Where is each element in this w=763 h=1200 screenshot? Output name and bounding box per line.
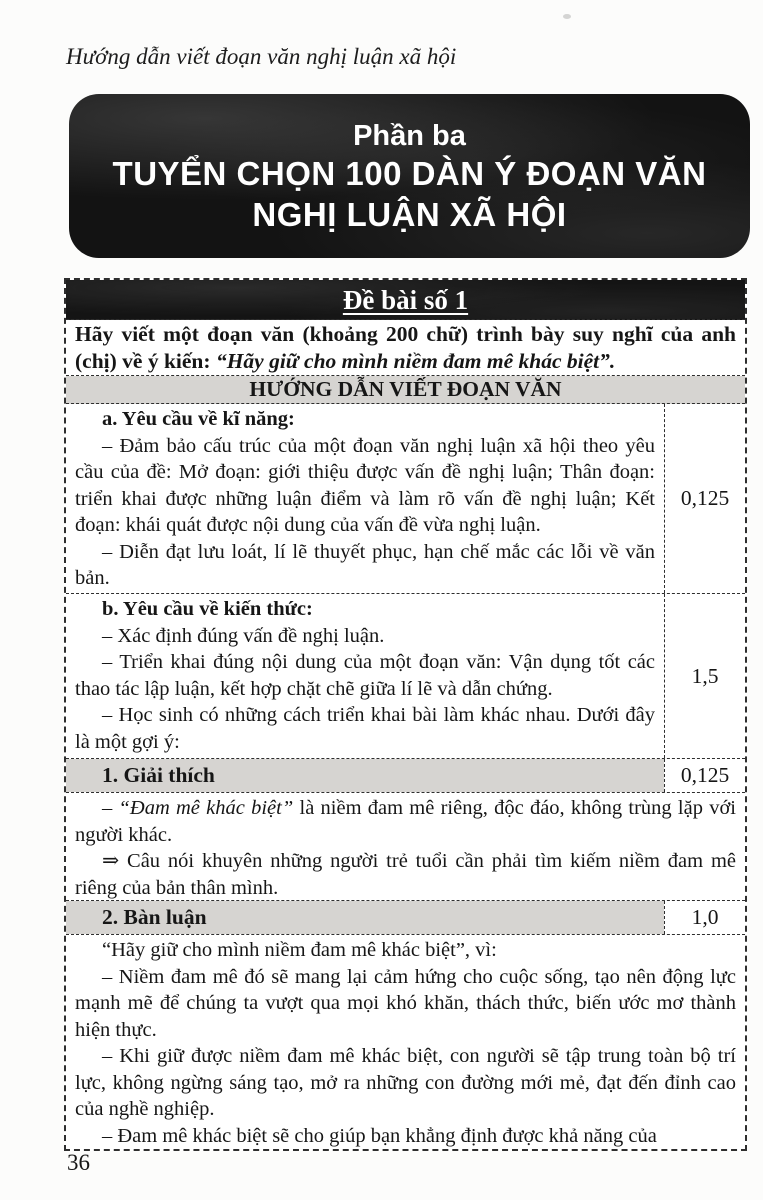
section-a-content — [66, 404, 664, 593]
part-2-heading-row — [66, 901, 745, 935]
guide-header-bar — [66, 376, 745, 404]
prompt-quote: “Hãy giữ cho mình niềm đam mê khác biệt”. — [215, 349, 616, 373]
exam-table — [64, 278, 747, 1151]
guide-header: HƯỚNG DẪN VIẾT ĐOẠN VĂN — [249, 377, 562, 401]
part-1-content — [66, 793, 745, 901]
part-1-heading: 1. Giải thích — [66, 759, 664, 792]
scan-artifact-dot — [563, 14, 571, 19]
banner-title-line1: TUYỂN CHỌN 100 DÀN Ý ĐOẠN VĂN — [112, 155, 707, 192]
part-2-score: 1,0 — [664, 901, 745, 934]
section-b-row — [66, 594, 745, 759]
section-b-content — [66, 594, 664, 758]
part-2-paragraph-3: – Khi giữ được niềm đam mê khác biệt, con người sẽ tập trung toàn bộ trí lực, không ngừng sáng tạo, mở ra những con đường mới mẻ, đạt đến đỉnh cao của nghề nghiệp. — [75, 1045, 736, 1120]
banner-part-label: Phần ba — [353, 120, 466, 152]
dash: – — [102, 797, 119, 819]
exam-prompt-row — [66, 320, 745, 376]
part-2-heading: 2. Bàn luận — [66, 901, 664, 934]
section-a-paragraph-2: – Diễn đạt lưu loát, lí lẽ thuyết phục, hạn chế mắc các lỗi về văn bản. — [75, 540, 655, 589]
section-b-heading: b. Yêu cầu về kiến thức: — [102, 598, 313, 620]
section-a-score: 0,125 — [664, 404, 745, 593]
part-banner — [69, 94, 750, 258]
banner-title-line2: NGHỊ LUẬN XÃ HỘI — [252, 196, 567, 233]
part-1-quote: “Đam mê khác biệt” — [118, 797, 294, 819]
part-2-paragraph-4: – Đam mê khác biệt sẽ cho giúp bạn khẳng định được khả năng của — [102, 1124, 657, 1147]
section-a-heading: a. Yêu cầu về kĩ năng: — [102, 408, 295, 430]
exam-title-bar — [66, 280, 745, 320]
prompt-text: Hãy viết một đoạn văn (khoảng 200 chữ) trình bày suy nghĩ của anh (chị) về ý kiến: — [75, 322, 736, 373]
part-1-paragraph-2: ⇒ Câu nói khuyên những người trẻ tuổi cần phải tìm kiếm niềm đam mê riêng của bản thân mình. — [75, 850, 736, 899]
exam-title: Đề bài số 1 — [342, 285, 469, 315]
section-a-row — [66, 404, 745, 594]
part-2-paragraph-2: – Niềm đam mê đó sẽ mang lại cảm hứng cho cuộc sống, tạo nên động lực mạnh mẽ để chúng ta vượt qua mọi khó khăn, thách thức, biến ước mơ thành hiện thực. — [75, 965, 736, 1041]
section-b-paragraph-2: – Triển khai đúng nội dung của một đoạn văn: Vận dụng tốt các thao tác lập luận, kết hợp chặt chẽ giữa lí lẽ và dẫn chứng. — [75, 651, 655, 700]
part-1-rest: là niềm đam mê riêng, độc đáo, không trùng lặp với người khác. — [75, 797, 736, 846]
section-b-score: 1,5 — [664, 594, 745, 758]
part-1-score: 0,125 — [664, 759, 745, 792]
section-b-paragraph-3: – Học sinh có những cách triển khai bài làm khác nhau. Dưới đây là một gợi ý: — [75, 704, 655, 753]
part-1-paragraph-1 — [75, 795, 736, 848]
part-2-content — [66, 935, 745, 1149]
part-2-paragraph-1: “Hãy giữ cho mình niềm đam mê khác biệt”, vì: — [102, 939, 497, 961]
page-number: 36 — [67, 1150, 90, 1175]
section-a-paragraph-1: – Đảm bảo cấu trúc của một đoạn văn nghị luận xã hội theo yêu cầu của đề: Mở đoạn: giới thiệu được vấn đề nghị luận; Thân đoạn: triển khai được những luận điểm và làm rõ vấn đề nghị luận; Kết đoạn: khái quát được nội dung của vấn đề vừa nghị luận. — [75, 434, 655, 536]
part-1-heading-row — [66, 759, 745, 793]
section-b-paragraph-1: – Xác định đúng vấn đề nghị luận. — [102, 624, 385, 647]
running-head: Hướng dẫn viết đoạn văn nghị luận xã hội — [66, 44, 457, 69]
